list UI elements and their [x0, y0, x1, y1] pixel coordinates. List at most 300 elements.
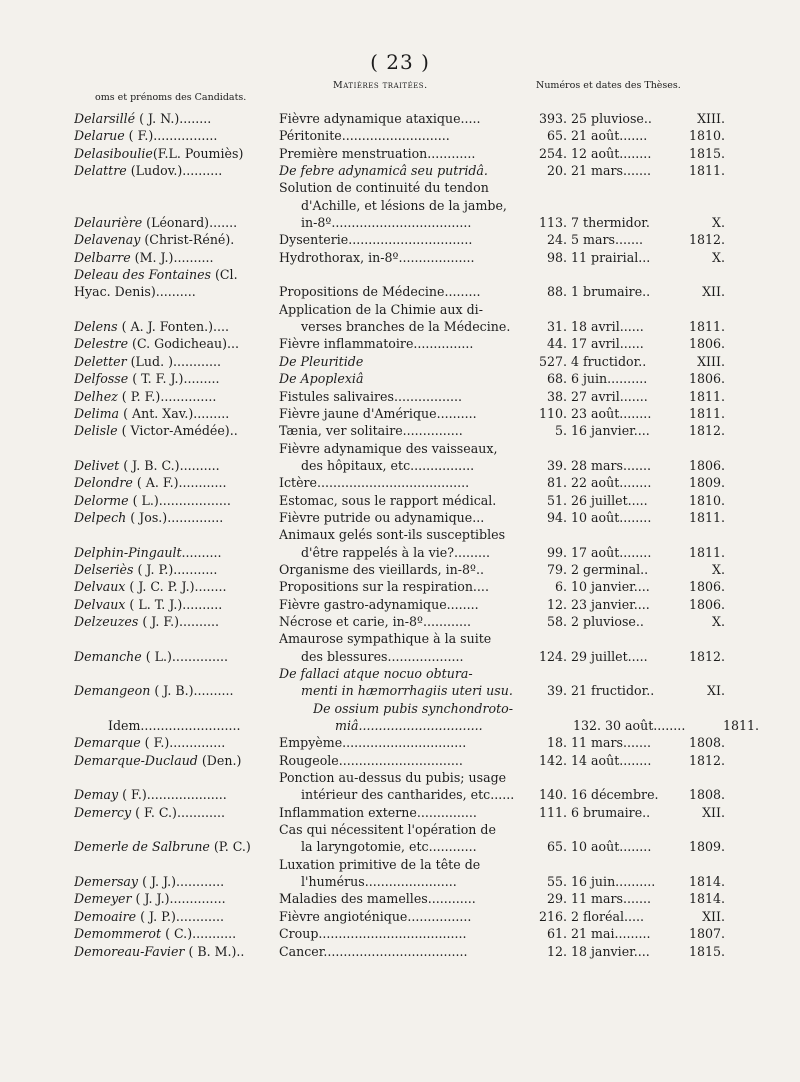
candidate-surname: Delisle: [74, 423, 118, 439]
thesis-date: 23 janvier....: [571, 596, 650, 612]
candidate-given-names: ( T. F. J.).........: [128, 371, 220, 387]
thesis-subject: [279, 145, 529, 162]
candidate-given-names: ( P. F.)..............: [117, 388, 217, 404]
thesis-date: 23 août........: [571, 405, 652, 421]
subject-line: Fièvre putride ou adynamique...: [279, 509, 485, 525]
subject-line: Ponction au-dessus du pubis; usage: [279, 770, 507, 786]
table-row: [74, 856, 729, 891]
candidate-name: [74, 578, 279, 595]
candidate-surname: Delphin-Pingault: [74, 544, 182, 560]
thesis-subject: [279, 613, 529, 630]
thesis-date: 11 prairial...: [571, 249, 651, 265]
thesis-date: 21 août.......: [571, 128, 648, 144]
thesis-number: 216.: [538, 908, 567, 924]
candidate-name: [74, 405, 279, 422]
candidate-surname: Demercy: [74, 804, 132, 820]
candidate-surname: Delasiboulie: [74, 145, 153, 161]
candidate-name: [74, 786, 279, 803]
candidate-given-names: ( A. J. Fonten.)....: [117, 319, 230, 335]
table-row: [74, 908, 729, 925]
thesis-subject: [279, 162, 529, 179]
thesis-subject: [279, 890, 529, 907]
candidate-name: [74, 231, 279, 248]
candidate-surname: Demay: [74, 787, 119, 803]
thesis-date: 2 germinal..: [571, 561, 649, 577]
thesis-year: 1809.: [688, 475, 725, 491]
table-row: [74, 266, 729, 283]
thesis-subject: [279, 908, 529, 925]
candidate-name: [74, 283, 279, 300]
candidate-given-names: ( J. J.)............: [138, 874, 225, 890]
candidate-given-names: Hyac. Denis)..........: [74, 284, 196, 300]
subject-line: Ictère......................................: [279, 475, 470, 491]
thesis-number: 65.: [546, 128, 567, 144]
candidate-given-names: ( J. B. C.)..........: [119, 457, 220, 473]
candidate-table: [74, 110, 759, 960]
subject-line: Fièvre adynamique ataxique.....: [279, 111, 481, 126]
thesis-year: 1806.: [688, 336, 725, 352]
table-row: [74, 249, 729, 266]
thesis-year: 1807.: [688, 926, 725, 942]
thesis-date: 12 août........: [571, 145, 652, 161]
candidate-name: [74, 492, 279, 509]
thesis-subject: [279, 734, 529, 751]
candidate-given-names: (Christ-Réné).: [140, 232, 235, 248]
table-row: [74, 509, 729, 526]
candidate-name: [74, 370, 279, 387]
thesis-number: 39.: [546, 457, 567, 473]
thesis-year: 1810.: [688, 128, 725, 144]
candidate-name: [74, 162, 279, 179]
table-row: [74, 231, 729, 248]
candidate-name: [74, 145, 279, 162]
thesis-date: 18 janvier....: [571, 943, 650, 959]
thesis-number: 111.: [538, 804, 567, 820]
subject-line: Première menstruation............: [279, 145, 476, 161]
candidate-name: [74, 873, 279, 890]
thesis-number: 39.: [546, 683, 567, 699]
thesis-year: 1806.: [688, 457, 725, 473]
subject-line: De ossium pubis synchondroto-: [313, 700, 513, 716]
table-row: [74, 613, 729, 630]
table-row: [74, 492, 729, 509]
header-numbers: Numéros et dates des Thèses.: [536, 80, 681, 91]
thesis-year: X.: [712, 249, 725, 265]
thesis-number: 12.: [546, 943, 567, 959]
thesis-date: 6 brumaire..: [571, 804, 651, 820]
candidate-name: [74, 422, 279, 439]
thesis-subject: [279, 578, 529, 595]
subject-line: Fistules salivaires.................: [279, 388, 463, 404]
candidate-name: [74, 804, 279, 821]
thesis-subject: [279, 856, 529, 891]
candidate-name: [74, 908, 279, 925]
thesis-date: 2 pluviose..: [571, 613, 644, 629]
table-row: [74, 405, 729, 422]
subject-line: Fièvre inflammatoire...............: [279, 336, 474, 352]
candidate-given-names: (Léonard).......: [142, 215, 238, 231]
thesis-subject: [279, 665, 529, 700]
table-row: [74, 630, 729, 665]
candidate-surname: Delarsillé: [74, 111, 136, 126]
thesis-subject: [279, 110, 529, 127]
thesis-date: 17 avril......: [571, 336, 644, 352]
subject-line: la laryngotomie, etc............: [301, 839, 477, 855]
thesis-date: 16 juin..........: [571, 874, 656, 890]
table-row: [74, 804, 729, 821]
candidate-surname: Delestre: [74, 336, 129, 352]
table-row: [74, 665, 729, 700]
subject-line: menti in hæmorrhagiis uteri usu.: [301, 683, 513, 699]
thesis-number: 527.: [538, 353, 567, 369]
subject-line: Fièvre gastro-adynamique........: [279, 596, 479, 612]
thesis-subject: [279, 492, 529, 509]
thesis-date: 17 août........: [571, 544, 652, 560]
candidate-given-names: ( Ant. Xav.).........: [119, 405, 230, 421]
candidate-surname: Delattre: [74, 163, 127, 179]
thesis-year: XII.: [702, 284, 725, 300]
subject-line: Hydrothorax, in-8º...................: [279, 249, 475, 265]
table-row: [74, 700, 759, 735]
subject-line: Tænia, ver solitaire...............: [279, 423, 463, 439]
table-row: [74, 283, 729, 300]
header-subjects: Matières traitées.: [333, 80, 428, 91]
candidate-given-names: Idem.........................: [108, 718, 241, 734]
table-row: [74, 422, 729, 439]
candidate-given-names: ( Victor-Amédée)..: [117, 423, 238, 439]
candidate-name: [74, 648, 279, 665]
thesis-date: 7 thermidor.: [571, 215, 650, 231]
candidate-surname: Demarque: [74, 735, 141, 751]
subject-line: De Apoplexiâ: [279, 371, 364, 387]
thesis-subject: [279, 405, 529, 422]
table-row: [74, 943, 729, 960]
table-row: [74, 596, 729, 613]
candidate-given-names: ( L.)..................: [128, 492, 231, 508]
table-row: [74, 335, 729, 352]
candidate-surname: Delivet: [74, 457, 120, 473]
candidate-given-names: ( L. T. J.)..........: [125, 596, 223, 612]
subject-line: Nécrose et carie, in-8º............: [279, 613, 471, 629]
thesis-date: 11 mars.......: [571, 891, 651, 907]
thesis-number: 393.: [538, 111, 567, 126]
subject-line: Rougeole...............................: [279, 752, 463, 768]
thesis-year: 1814.: [688, 891, 725, 907]
thesis-date: 1 brumaire..: [571, 284, 651, 300]
thesis-subject: [279, 596, 529, 613]
thesis-year: 1811.: [688, 163, 725, 179]
candidate-name: [74, 561, 279, 578]
thesis-number: 55.: [546, 874, 567, 890]
candidate-name: [74, 388, 279, 405]
candidate-name: [74, 943, 279, 960]
thesis-number: 254.: [538, 145, 567, 161]
thesis-number: 94.: [546, 509, 567, 525]
candidate-surname: Deleau des Fontaines: [74, 267, 211, 283]
thesis-year: 1811.: [688, 405, 725, 421]
subject-line: Animaux gelés sont-ils susceptibles: [279, 527, 506, 543]
thesis-number: 38.: [546, 388, 567, 404]
subject-line: Luxation primitive de la tête de: [279, 856, 481, 872]
thesis-year: 1812.: [688, 232, 725, 248]
subject-line: Organisme des vieillards, in-8º..: [279, 561, 484, 577]
thesis-year: 1812.: [688, 423, 725, 439]
thesis-date: 2 floréal.....: [571, 908, 645, 924]
subject-line: Cas qui nécessitent l'opération de: [279, 822, 496, 838]
candidate-surname: Delpech: [74, 509, 127, 525]
thesis-subject: [279, 440, 529, 475]
subject-line: Fièvre adynamique des vaisseaux,: [279, 440, 498, 456]
candidate-given-names: ( C.)...........: [161, 926, 237, 942]
thesis-subject: [279, 370, 529, 387]
thesis-number: 132.: [572, 718, 601, 734]
thesis-subject: [279, 231, 529, 248]
candidate-name: [74, 353, 279, 370]
candidate-name: [74, 544, 279, 561]
candidate-name: [74, 734, 279, 751]
thesis-subject: [279, 127, 529, 144]
table-row: [74, 370, 729, 387]
thesis-year: 1815.: [688, 145, 725, 161]
table-row: [74, 821, 729, 856]
candidate-name: [74, 509, 279, 526]
thesis-year: 1811.: [688, 509, 725, 525]
thesis-date: 6 juin..........: [571, 371, 648, 387]
thesis-date: 28 mars.......: [571, 457, 651, 473]
thesis-subject: [279, 335, 529, 352]
thesis-year: 1815.: [688, 943, 725, 959]
candidate-surname: Delbarre: [74, 249, 131, 265]
table-row: [74, 145, 729, 162]
thesis-date: 21 fructidor..: [571, 683, 655, 699]
thesis-date: 10 janvier....: [571, 579, 650, 595]
candidate-name: [74, 838, 279, 855]
thesis-number: 12.: [546, 596, 567, 612]
thesis-year: 1814.: [688, 874, 725, 890]
thesis-number: 79.: [546, 561, 567, 577]
candidate-given-names: (Lud. )............: [126, 353, 222, 369]
candidate-name: [74, 890, 279, 907]
thesis-subject: [279, 526, 529, 561]
thesis-date: 26 juillet.....: [571, 492, 648, 508]
subject-line: De fallaci atque nocuo obtura-: [279, 666, 473, 681]
table-row: [74, 734, 729, 751]
thesis-year: 1811.: [688, 544, 725, 560]
candidate-name: [74, 613, 279, 630]
subject-line: Croup.....................................: [279, 926, 467, 942]
candidate-name: [74, 127, 279, 144]
subject-line: Fièvre jaune d'Amérique..........: [279, 405, 477, 421]
thesis-year: 1812.: [688, 752, 725, 768]
thesis-number: 140.: [538, 787, 567, 803]
subject-line: De Pleuritide: [279, 353, 364, 369]
page-number: ( 23 ): [370, 50, 430, 74]
thesis-subject: [279, 821, 529, 856]
table-row: [74, 110, 729, 127]
thesis-subject: [279, 283, 529, 300]
thesis-subject: [279, 925, 529, 942]
thesis-number: 5.: [554, 423, 567, 439]
thesis-date: 4 fructidor..: [571, 353, 647, 369]
thesis-number: 113.: [538, 215, 567, 231]
thesis-date: 11 mars.......: [571, 735, 651, 751]
candidate-surname: Delarue: [74, 128, 125, 144]
candidate-name: [74, 110, 279, 127]
candidate-name: [74, 682, 279, 699]
thesis-number: 18.: [546, 735, 567, 751]
subject-line: De febre adynamicâ seu putridâ.: [279, 163, 488, 179]
thesis-date: 30 août........: [605, 718, 686, 734]
thesis-date: 27 avril.......: [571, 388, 648, 404]
thesis-number: 58.: [546, 613, 567, 629]
candidate-surname: Delzeuzes: [74, 613, 139, 629]
thesis-year: X.: [712, 215, 725, 231]
candidate-surname: Delorme: [74, 492, 129, 508]
thesis-subject: [279, 943, 529, 960]
candidate-given-names: ( F.)................: [124, 128, 218, 144]
candidate-name: [74, 457, 279, 474]
candidate-given-names: ..........: [181, 544, 222, 560]
candidate-name: [74, 925, 279, 942]
table-row: [74, 890, 729, 907]
thesis-number: 61.: [546, 926, 567, 942]
thesis-subject: [279, 388, 529, 405]
candidate-name: [74, 474, 279, 491]
candidate-surname: Demerle de Salbrune: [74, 839, 210, 855]
candidate-surname: Demoreau-Favier: [74, 943, 185, 959]
candidate-surname: Delvaux: [74, 579, 126, 595]
candidate-name: [74, 717, 313, 734]
candidate-given-names: ( F.)....................: [118, 787, 227, 803]
thesis-year: XIII.: [697, 353, 725, 369]
subject-line: Dysenterie...............................: [279, 232, 473, 248]
thesis-number: 142.: [538, 752, 567, 768]
thesis-subject: [279, 769, 529, 804]
thesis-year: 1811.: [722, 718, 759, 734]
thesis-year: XII.: [702, 804, 725, 820]
thesis-date: 10 août........: [571, 509, 652, 525]
subject-line: Application de la Chimie aux di-: [279, 301, 483, 317]
candidate-given-names: (F.L. Poumiès): [152, 145, 244, 161]
thesis-number: 65.: [546, 839, 567, 855]
subject-line: intérieur des cantharides, etc......: [301, 787, 515, 803]
subject-line: Maladies des mamelles............: [279, 891, 476, 907]
candidate-given-names: ( J. J.)..............: [131, 891, 226, 907]
subject-line: Cancer....................................: [279, 943, 468, 959]
thesis-date: 21 mai.........: [571, 926, 651, 942]
candidate-given-names: ( J. P.)...........: [133, 561, 218, 577]
subject-line: Péritonite...........................: [279, 128, 450, 144]
table-row: [74, 578, 729, 595]
candidate-given-names: ( F. C.)............: [131, 804, 225, 820]
candidate-given-names: (M. J.)..........: [130, 249, 214, 265]
candidate-surname: Demersay: [74, 874, 139, 890]
candidate-given-names: (P. C.): [209, 839, 251, 855]
thesis-number: 110.: [538, 405, 567, 421]
thesis-subject: [279, 561, 529, 578]
candidate-surname: Demanche: [74, 648, 142, 664]
thesis-year: 1808.: [688, 787, 725, 803]
thesis-subject: [279, 509, 529, 526]
subject-line: l'humérus.......................: [301, 874, 457, 890]
subject-line: Amaurose sympathique à la suite: [279, 631, 492, 647]
candidate-surname: Deletter: [74, 353, 127, 369]
candidate-given-names: ( Jos.)..............: [126, 509, 224, 525]
thesis-year: 1811.: [688, 319, 725, 335]
thesis-subject: [279, 474, 529, 491]
subject-line: d'Achille, et lésions de la jambe,: [301, 197, 507, 213]
candidate-given-names: (Cl.: [211, 267, 238, 283]
thesis-date: 25 pluviose..: [571, 111, 652, 126]
candidate-surname: Demangeon: [74, 683, 151, 699]
thesis-subject: [279, 804, 529, 821]
candidate-name: [74, 335, 279, 352]
candidate-given-names: (C. Godicheau)...: [128, 336, 240, 352]
subject-line: verses branches de la Médecine.: [301, 319, 511, 335]
table-row: [74, 561, 729, 578]
subject-line: Estomac, sous le rapport médical.: [279, 492, 497, 508]
thesis-year: 1810.: [688, 492, 725, 508]
table-row: [74, 769, 729, 804]
thesis-number: 44.: [546, 336, 567, 352]
candidate-name: [74, 266, 279, 283]
table-row: [74, 301, 729, 336]
subject-line: Inflammation externe...............: [279, 804, 477, 820]
thesis-subject: [279, 179, 529, 231]
thesis-year: XII.: [702, 908, 725, 924]
thesis-number: 51.: [546, 492, 567, 508]
thesis-date: 22 août........: [571, 475, 652, 491]
thesis-date: 16 janvier....: [571, 423, 650, 439]
thesis-subject: [279, 422, 529, 439]
candidate-surname: Delvaux: [74, 596, 126, 612]
candidate-name: [74, 752, 279, 769]
subject-line: Empyème...............................: [279, 735, 467, 751]
candidate-name: [74, 249, 279, 266]
table-row: [74, 388, 729, 405]
subject-line: miâ...............................: [335, 718, 483, 734]
thesis-year: 1806.: [688, 579, 725, 595]
candidate-given-names: ( J. P.)............: [136, 908, 224, 924]
candidate-surname: Demoaire: [74, 908, 137, 924]
thesis-subject: [313, 700, 563, 735]
candidate-surname: Delhez: [74, 388, 118, 404]
candidate-given-names: ( F.)..............: [140, 735, 226, 751]
subject-line: Propositions de Médecine.........: [279, 284, 481, 300]
candidate-name: [74, 318, 279, 335]
subject-line: Fièvre angioténique................: [279, 908, 472, 924]
table-row: [74, 353, 729, 370]
thesis-year: 1808.: [688, 735, 725, 751]
table-row: [74, 127, 729, 144]
table-row: [74, 474, 729, 491]
subject-line: des hôpitaux, etc................: [301, 457, 475, 473]
thesis-number: 31.: [546, 319, 567, 335]
candidate-given-names: ( L.)..............: [141, 648, 228, 664]
thesis-date: 29 juillet.....: [571, 648, 648, 664]
table-row: [74, 440, 729, 475]
header-names: oms et prénoms des Candidats.: [95, 92, 247, 103]
thesis-subject: [279, 301, 529, 336]
subject-line: in-8º...................................: [301, 215, 472, 231]
subject-line: Propositions sur la respiration....: [279, 579, 489, 595]
thesis-year: X.: [712, 561, 725, 577]
candidate-surname: Delima: [74, 405, 120, 421]
thesis-number: 98.: [546, 249, 567, 265]
thesis-year: 1806.: [688, 596, 725, 612]
table-row: [74, 179, 729, 231]
candidate-surname: Delondre: [74, 475, 133, 491]
